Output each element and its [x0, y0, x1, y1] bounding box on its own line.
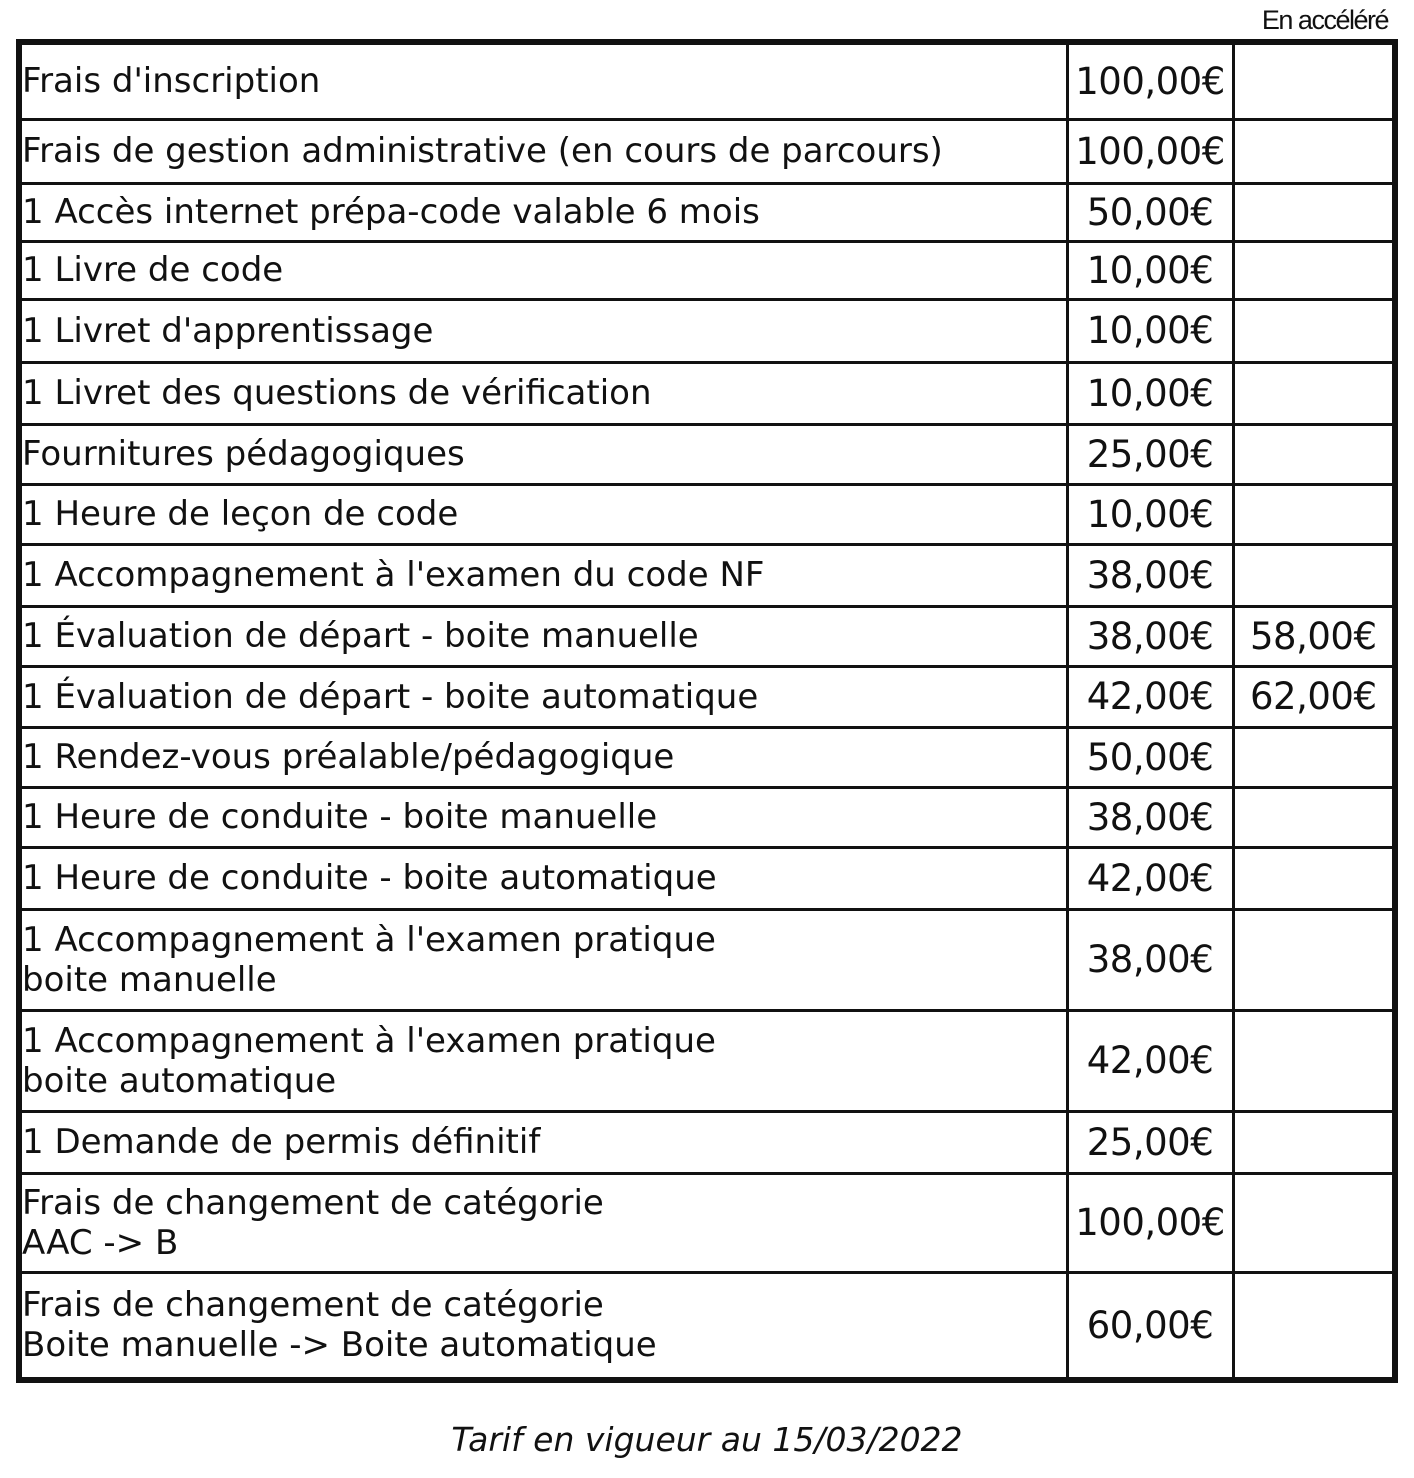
accelerated-column-header: En accéléré	[1261, 5, 1388, 35]
item-price: 10,00€	[1067, 241, 1233, 299]
item-accelerated-price	[1233, 1111, 1395, 1173]
item-price: 38,00€	[1067, 787, 1233, 847]
table-row	[19, 241, 1395, 299]
item-accelerated-price	[1233, 183, 1395, 241]
item-accelerated-price	[1233, 909, 1395, 1010]
table-row	[19, 847, 1395, 909]
table-row	[19, 183, 1395, 241]
item-price: 100,00€	[1067, 1173, 1233, 1272]
item-label: Frais de changement de catégorie Boite manuelle -> Boite automatique	[19, 1272, 1067, 1380]
table-row	[19, 42, 1395, 119]
item-label: 1 Accompagnement à l'examen pratique boite manuelle	[19, 909, 1067, 1010]
item-accelerated-price	[1233, 299, 1395, 362]
item-price: 10,00€	[1067, 484, 1233, 544]
item-price: 38,00€	[1067, 909, 1233, 1010]
item-price: 100,00€	[1067, 42, 1233, 119]
item-label: 1 Livret d'apprentissage	[19, 299, 1067, 362]
item-price: 60,00€	[1067, 1272, 1233, 1380]
item-label: 1 Heure de conduite - boite manuelle	[19, 787, 1067, 847]
item-accelerated-price	[1233, 1272, 1395, 1380]
item-accelerated-price	[1233, 787, 1395, 847]
item-label: 1 Heure de conduite - boite automatique	[19, 847, 1067, 909]
table-row	[19, 1010, 1395, 1111]
item-label: 1 Évaluation de départ - boite automatique	[19, 666, 1067, 727]
table-row	[19, 787, 1395, 847]
table-row	[19, 484, 1395, 544]
table-row	[19, 424, 1395, 484]
item-label: 1 Livret des questions de vérification	[19, 362, 1067, 424]
item-label: 1 Accompagnement à l'examen du code NF	[19, 544, 1067, 606]
item-accelerated-price	[1233, 727, 1395, 787]
item-accelerated-price	[1233, 847, 1395, 909]
table-row	[19, 299, 1395, 362]
item-accelerated-price	[1233, 1173, 1395, 1272]
item-label: Frais de gestion administrative (en cours de parcours)	[19, 119, 1067, 183]
item-price: 25,00€	[1067, 1111, 1233, 1173]
table-row	[19, 1111, 1395, 1173]
table-row	[19, 606, 1395, 666]
validity-note: Tarif en vigueur au 15/03/2022	[451, 1420, 963, 1459]
item-price: 50,00€	[1067, 727, 1233, 787]
table-row	[19, 909, 1395, 1010]
item-price: 10,00€	[1067, 299, 1233, 362]
table-row	[19, 727, 1395, 787]
table-row	[19, 544, 1395, 606]
table-row	[19, 666, 1395, 727]
table-row	[19, 119, 1395, 183]
item-accelerated-price: 58,00€	[1233, 606, 1395, 666]
item-label: 1 Livre de code	[19, 241, 1067, 299]
table-row	[19, 1173, 1395, 1272]
item-price: 100,00€	[1067, 119, 1233, 183]
item-accelerated-price	[1233, 424, 1395, 484]
item-price: 42,00€	[1067, 1010, 1233, 1111]
item-label: Frais d'inscription	[19, 42, 1067, 119]
item-accelerated-price	[1233, 241, 1395, 299]
item-label: 1 Évaluation de départ - boite manuelle	[19, 606, 1067, 666]
item-label: Fournitures pédagogiques	[19, 424, 1067, 484]
table-row	[19, 1272, 1395, 1380]
item-label: 1 Accompagnement à l'examen pratique boite automatique	[19, 1010, 1067, 1111]
item-price: 38,00€	[1067, 544, 1233, 606]
item-accelerated-price	[1233, 42, 1395, 119]
item-label: 1 Heure de leçon de code	[19, 484, 1067, 544]
item-label: 1 Rendez-vous préalable/pédagogique	[19, 727, 1067, 787]
item-accelerated-price	[1233, 119, 1395, 183]
item-price: 38,00€	[1067, 606, 1233, 666]
price-table	[16, 39, 1398, 1383]
item-price: 42,00€	[1067, 847, 1233, 909]
item-accelerated-price	[1233, 484, 1395, 544]
table-row	[19, 362, 1395, 424]
item-label: Frais de changement de catégorie AAC -> B	[19, 1173, 1067, 1272]
item-price: 42,00€	[1067, 666, 1233, 727]
item-accelerated-price: 62,00€	[1233, 666, 1395, 727]
item-price: 50,00€	[1067, 183, 1233, 241]
item-label: 1 Demande de permis définitif	[19, 1111, 1067, 1173]
item-accelerated-price	[1233, 544, 1395, 606]
item-price: 25,00€	[1067, 424, 1233, 484]
item-accelerated-price	[1233, 362, 1395, 424]
item-accelerated-price	[1233, 1010, 1395, 1111]
item-label: 1 Accès internet prépa-code valable 6 mois	[19, 183, 1067, 241]
item-price: 10,00€	[1067, 362, 1233, 424]
